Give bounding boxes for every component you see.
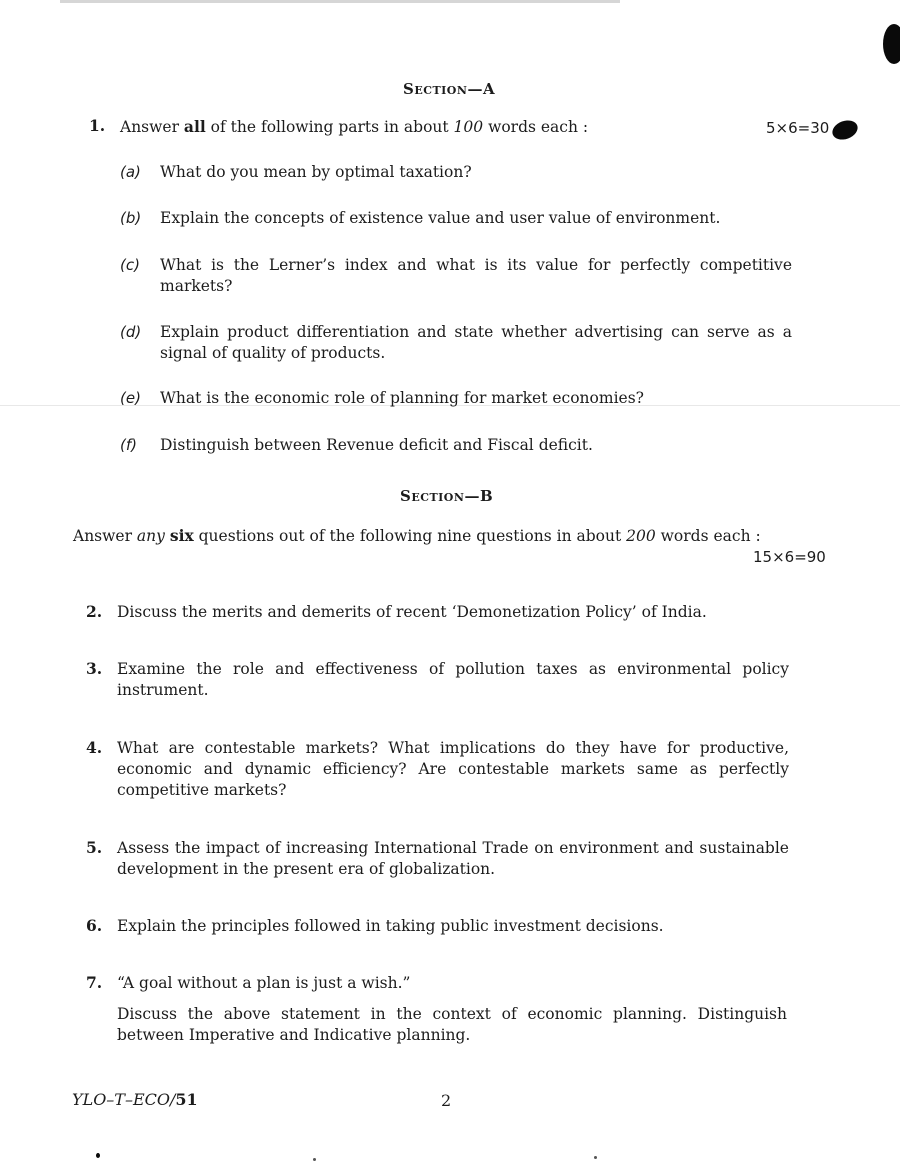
instr-bold: six bbox=[169, 526, 194, 545]
stem-italic: 100 bbox=[453, 118, 484, 136]
stem-text: Answer bbox=[120, 118, 184, 136]
part-label: (b) bbox=[120, 209, 142, 227]
page-number: 2 bbox=[441, 1091, 452, 1110]
question-number: 1. bbox=[89, 116, 106, 135]
question-text: What are contestable markets? What implications do they have for productive, economic and dynamic efficiency? Are contestable markets same as perfectly competitive markets? bbox=[117, 739, 789, 799]
question-text: Assess the impact of increasing International Trade on environment and sustainable development in the present era of globalization. bbox=[117, 839, 789, 878]
scan-speck bbox=[594, 1156, 597, 1159]
question-number: 4. bbox=[86, 738, 103, 757]
part-label: (d) bbox=[120, 323, 142, 341]
part-label: (a) bbox=[120, 163, 141, 181]
part-text: Explain product differentiation and state whether advertising can serve as a signal of quality of products. bbox=[160, 323, 792, 362]
ink-blot-mark bbox=[830, 117, 861, 143]
question-text: Examine the role and effectiveness of pollution taxes as environmental policy instrument. bbox=[117, 660, 789, 699]
part-text: What do you mean by optimal taxation? bbox=[160, 163, 472, 181]
scan-top-edge bbox=[60, 0, 620, 3]
stem-bold: all bbox=[183, 117, 206, 136]
question-continuation: Discuss the above statement in the context of economic planning. Distinguish between Imperative and Indicative planning. bbox=[117, 1005, 787, 1044]
instr-text: questions out of the following nine questions in about bbox=[193, 527, 627, 545]
stem-text: words each : bbox=[483, 118, 589, 136]
scan-speck bbox=[313, 1158, 316, 1161]
section-a-marks: 5×6=30 bbox=[766, 119, 830, 137]
stem-text: of the following parts in about bbox=[205, 118, 454, 136]
question-number: 3. bbox=[86, 659, 103, 678]
question-number: 5. bbox=[86, 838, 103, 857]
scan-speck bbox=[96, 1153, 100, 1158]
part-text: Distinguish between Revenue deficit and Fiscal deficit. bbox=[160, 436, 593, 454]
question-number: 2. bbox=[86, 602, 103, 621]
section-b-title: Section—B bbox=[400, 487, 494, 505]
part-text: Explain the concepts of existence value and user value of environment. bbox=[160, 209, 721, 227]
punch-hole-mark bbox=[883, 24, 900, 64]
part-label: (e) bbox=[120, 389, 141, 407]
question-text: Discuss the merits and demerits of recent ‘Demonetization Policy’ of India. bbox=[117, 603, 707, 621]
section-b-marks: 15×6=90 bbox=[753, 548, 826, 566]
question-number: 7. bbox=[86, 973, 103, 992]
part-text: What is the Lerner’s index and what is its value for perfectly competitive markets? bbox=[160, 256, 792, 295]
instr-italic: 200 bbox=[626, 527, 656, 545]
question-1-stem bbox=[120, 116, 588, 138]
part-text: What is the economic role of planning for market economies? bbox=[160, 389, 644, 407]
instr-text: Answer bbox=[73, 527, 137, 545]
question-text: “A goal without a plan is just a wish.” bbox=[117, 974, 411, 992]
section-b-instructions bbox=[73, 525, 761, 547]
instr-text: words each : bbox=[655, 527, 761, 545]
part-label: (c) bbox=[120, 256, 140, 274]
question-text: Explain the principles followed in taking public investment decisions. bbox=[117, 917, 664, 935]
paper-code-number: 51 bbox=[175, 1090, 198, 1109]
part-label: (f) bbox=[120, 436, 137, 454]
paper-code-prefix: YLO–T–ECO/ bbox=[72, 1090, 176, 1109]
instr-italic: any bbox=[136, 527, 165, 545]
section-a-title: Section—A bbox=[403, 80, 496, 98]
question-number: 6. bbox=[86, 916, 103, 935]
paper-code bbox=[72, 1090, 198, 1109]
